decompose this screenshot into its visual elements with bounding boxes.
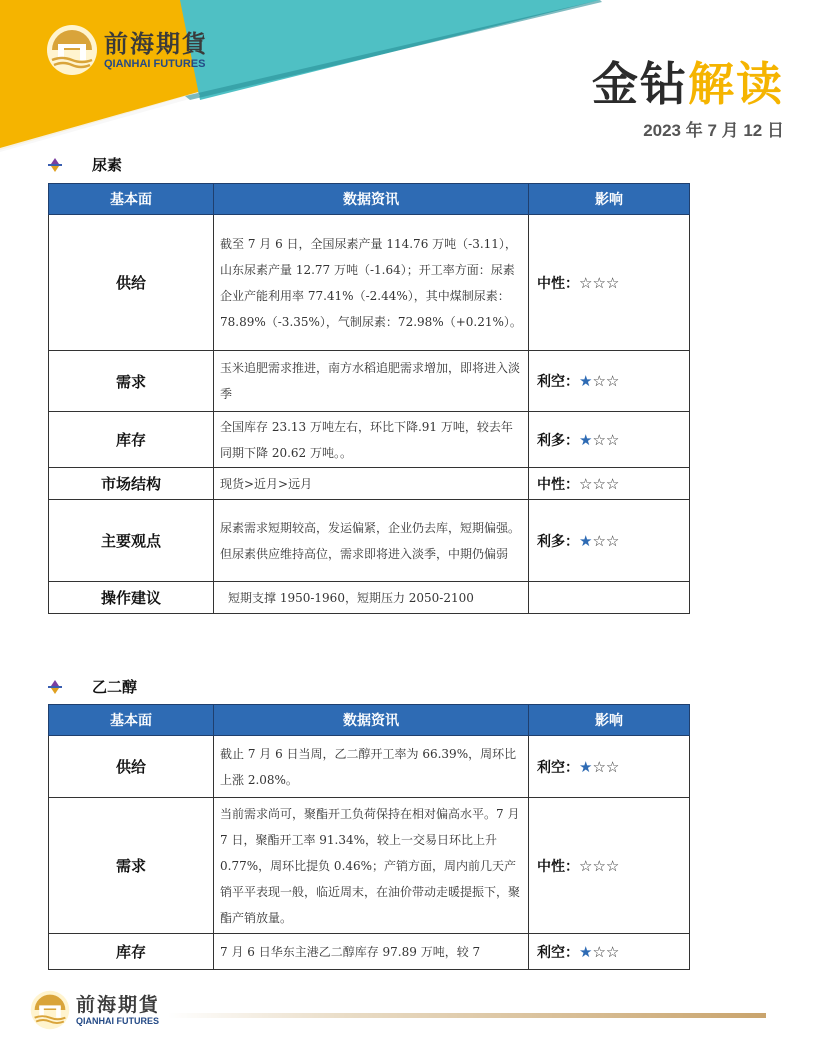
row-info: 截止 7 月 6 日当周，乙二醇开工率为 66.39%，周环比上涨 2.08%。 xyxy=(214,736,529,798)
row-info: 截至 7 月 6 日，全国尿素产量 114.76 万吨（-3.11），山东尿素产量 12.77 万吨（-1.64）；开工率方面：尿素企业产能利用率 77.41%（-2.44%），其中煤制尿素：78.89%（-3.35%），气制尿素：72.98%（+0.21%）。 xyxy=(214,215,529,351)
row-impact xyxy=(529,412,690,468)
row-key: 操作建议 xyxy=(49,582,214,614)
bullet-icon xyxy=(48,680,62,694)
row-info: 玉米追肥需求推进，南方水稻追肥需求增加，即将进入淡季 xyxy=(214,351,529,412)
rating-stars xyxy=(579,857,619,875)
star-filled-icon: ★ xyxy=(579,430,593,449)
table-row xyxy=(49,736,690,798)
logo-english-text: QIANHAI FUTURES xyxy=(104,58,206,70)
star-empty-icon: ☆ xyxy=(592,474,606,493)
star-empty-icon: ☆ xyxy=(579,474,593,493)
row-key: 库存 xyxy=(49,934,214,970)
star-empty-icon: ☆ xyxy=(592,856,606,875)
row-info: 全国库存 23.13 万吨左右，环比下降.91 万吨，较去年同期下降 20.62 万吨。。 xyxy=(214,412,529,468)
impact-label: 中性： xyxy=(537,858,579,875)
row-impact xyxy=(529,736,690,798)
star-empty-icon: ☆ xyxy=(605,474,620,493)
footer-logo-chinese-text: 前海期貨 xyxy=(76,994,161,1016)
star-empty-icon: ☆ xyxy=(605,273,620,292)
row-impact xyxy=(529,468,690,500)
row-key: 主要观点 xyxy=(49,500,214,582)
row-impact xyxy=(529,351,690,412)
logo-emblem-icon xyxy=(46,24,98,76)
row-impact xyxy=(529,215,690,351)
col-header-info: 数据资讯 xyxy=(214,184,529,215)
row-info: 7 月 6 日华东主港乙二醇库存 97.89 万吨，较 7 xyxy=(214,934,529,970)
company-logo xyxy=(46,24,208,76)
row-key: 供给 xyxy=(49,736,214,798)
rating-stars xyxy=(579,532,619,550)
star-empty-icon: ☆ xyxy=(592,942,606,961)
ethylene-glycol-table xyxy=(48,704,690,970)
star-empty-icon: ☆ xyxy=(592,372,606,390)
logo-emblem-icon xyxy=(30,990,70,1030)
star-filled-icon: ★ xyxy=(579,372,593,390)
table-row xyxy=(49,500,690,582)
report-title-part2: 解读 xyxy=(688,57,784,111)
col-header-fundamentals: 基本面 xyxy=(49,184,214,215)
col-header-info: 数据资讯 xyxy=(214,705,529,736)
table-row xyxy=(49,582,690,614)
row-key: 需求 xyxy=(49,351,214,412)
col-header-impact: 影响 xyxy=(529,184,690,215)
row-impact xyxy=(529,582,690,614)
footer-logo xyxy=(30,990,160,1030)
row-impact xyxy=(529,934,690,970)
star-empty-icon: ☆ xyxy=(605,372,620,390)
row-key: 需求 xyxy=(49,798,214,934)
rating-stars xyxy=(579,431,619,449)
impact-label: 利空： xyxy=(537,374,579,390)
section-heading-urea xyxy=(48,154,122,175)
impact-label: 中性： xyxy=(537,476,579,493)
star-filled-icon: ★ xyxy=(579,942,593,961)
row-info: 当前需求尚可，聚酯开工负荷保持在相对偏高水平。7 月 7 日，聚酯开工率 91.34%，较上一交易日环比上升 0.77%，周环比提负 0.46%；产销方面，周内前几天产销平平表现一般，临近周末，在油价带动走暖提振下，聚酯产销放量。 xyxy=(214,798,529,934)
table-row xyxy=(49,468,690,500)
row-impact xyxy=(529,500,690,582)
report-title xyxy=(592,48,784,114)
impact-label: 利多： xyxy=(537,432,579,449)
row-info: 短期支撑 1950-1960，短期压力 2050-2100 xyxy=(214,582,529,614)
star-empty-icon: ☆ xyxy=(579,856,593,875)
section-title: 乙二醇 xyxy=(92,678,138,696)
table-row xyxy=(49,351,690,412)
table-row xyxy=(49,215,690,351)
footer-logo-english-text: QIANHAI FUTURES xyxy=(76,1016,159,1026)
impact-label: 利多： xyxy=(537,533,579,550)
impact-label: 利空： xyxy=(537,759,579,776)
col-header-impact: 影响 xyxy=(529,705,690,736)
table-row xyxy=(49,798,690,934)
star-empty-icon: ☆ xyxy=(579,273,593,292)
rating-stars xyxy=(579,475,619,493)
col-header-fundamentals: 基本面 xyxy=(49,705,214,736)
star-empty-icon: ☆ xyxy=(605,942,620,961)
rating-stars xyxy=(579,758,619,776)
star-empty-icon: ☆ xyxy=(605,757,620,776)
report-date: 2023 年 7 月 12 日 xyxy=(643,121,784,140)
star-empty-icon: ☆ xyxy=(605,856,620,875)
star-empty-icon: ☆ xyxy=(605,430,620,449)
bullet-icon xyxy=(48,158,62,172)
rating-stars xyxy=(579,943,619,961)
row-key: 库存 xyxy=(49,412,214,468)
footer-divider xyxy=(168,1013,766,1018)
table-row xyxy=(49,412,690,468)
row-info: 现货>近月>远月 xyxy=(214,468,529,500)
star-empty-icon: ☆ xyxy=(592,430,606,449)
star-empty-icon: ☆ xyxy=(592,531,606,550)
rating-stars xyxy=(579,372,619,390)
row-impact xyxy=(529,798,690,934)
section-heading-ethylene-glycol xyxy=(48,676,137,697)
row-key: 供给 xyxy=(49,215,214,351)
section-title: 尿素 xyxy=(92,156,123,174)
report-title-part1: 金钻 xyxy=(592,57,688,111)
table-row xyxy=(49,934,690,970)
urea-table xyxy=(48,183,690,614)
star-filled-icon: ★ xyxy=(579,531,593,550)
row-key: 市场结构 xyxy=(49,468,214,500)
impact-label: 中性： xyxy=(537,275,579,292)
impact-label: 利空： xyxy=(537,944,579,961)
logo-chinese-text: 前海期貨 xyxy=(104,29,208,58)
star-empty-icon: ☆ xyxy=(592,757,606,776)
row-info: 尿素需求短期较高，发运偏紧，企业仍去库，短期偏强。但尿素供应维持高位，需求即将进入淡季，中期仍偏弱 xyxy=(214,500,529,582)
star-filled-icon: ★ xyxy=(579,757,593,776)
star-empty-icon: ☆ xyxy=(592,273,606,292)
rating-stars xyxy=(579,274,619,292)
star-empty-icon: ☆ xyxy=(605,531,620,550)
